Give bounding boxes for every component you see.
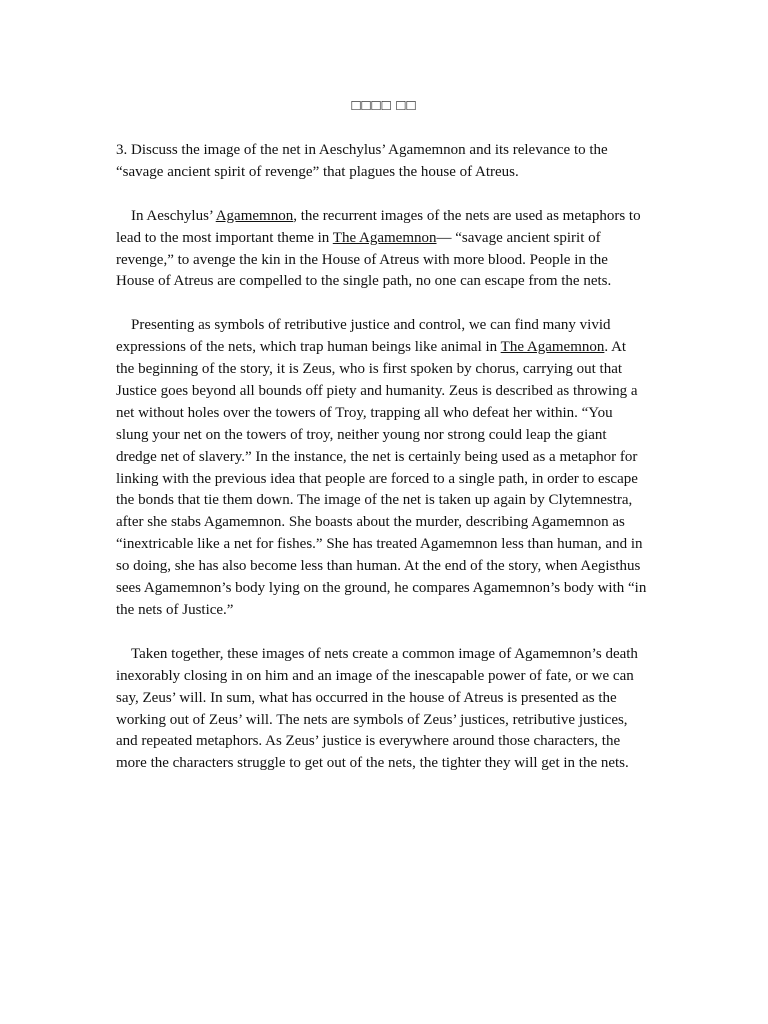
underlined-title-the-agamemnon: The Agamemnon: [332, 229, 437, 246]
paragraph-2-text-a: Presenting as symbols of retributive justice and control, we can find many vivid expressions of the nets, which trap human beings like animal in: [116, 317, 611, 356]
paragraph-1: [116, 206, 648, 294]
paragraph-2: [116, 315, 648, 622]
underlined-title-the-agamemnon: The Agamemnon: [500, 339, 605, 356]
underlined-title-agamemnon: Agamemnon: [215, 207, 294, 224]
paragraph-1-text-a: In Aeschylus’: [131, 207, 216, 224]
document-title: □□□□ □□: [351, 98, 417, 114]
paragraph-3: Taken together, these images of nets create a common image of Agamemnon’s death inexorably closing in on him and an image of the inescapable power of fate, or we can say, Zeus’ will. In sum, what has occurred in the house of Atreus is presented as the working out of Zeus’ will. The nets are symbols of Zeus’ justices, retributive justices, and repeated metaphors. As Zeus’ justice is everywhere around those characters, the more the characters struggle to get out of the nets, the tighter they will get in the nets.: [116, 645, 638, 772]
question-paragraph: 3. Discuss the image of the net in Aeschylus’ Agamemnon and its relevance to the “savage ancient spirit of revenge” that plagues the house of Atreus.: [116, 142, 608, 180]
paragraph-1-text-b: , the recurrent images of the nets are used as metaphors to lead to the most important theme in: [116, 207, 641, 246]
paragraph-1-text-c: — “savage ancient spirit of revenge,” to avenge the kin in the House of Atreus with more blood. People in the House of Atreus are compelled to the single path, no one can escape from the nets.: [116, 229, 612, 290]
paragraph-2-text-b: . At the beginning of the story, it is Zeus, who is first spoken by chorus, carrying out that Justice goes beyond all bounds off piety and humanity. Zeus is described as throwing a net without holes over the towers of Troy, trapping all who defeat her within. “You slung your net on the towers of troy, neither young nor strong could leap the giant dredge net of slavery.” In the instance, the net is certainly being used as a metaphor for linking with the previous idea that people are forced to a single path, in order to escape the bonds that tie them down. The image of the net is taken up again by Clytemnestra, after she stabs Agamemnon. She boasts about the murder, describing Agamemnon as “inextricable like a net for fishes.” She has treated Agamemnon less than human, and in so doing, she has also become less than human. At the end of the story, when Aegisthus sees Agamemnon’s body lying on the ground, he compares Agamemnon’s body with “in the nets of Justice.”: [116, 339, 647, 618]
document-body: [116, 140, 648, 797]
